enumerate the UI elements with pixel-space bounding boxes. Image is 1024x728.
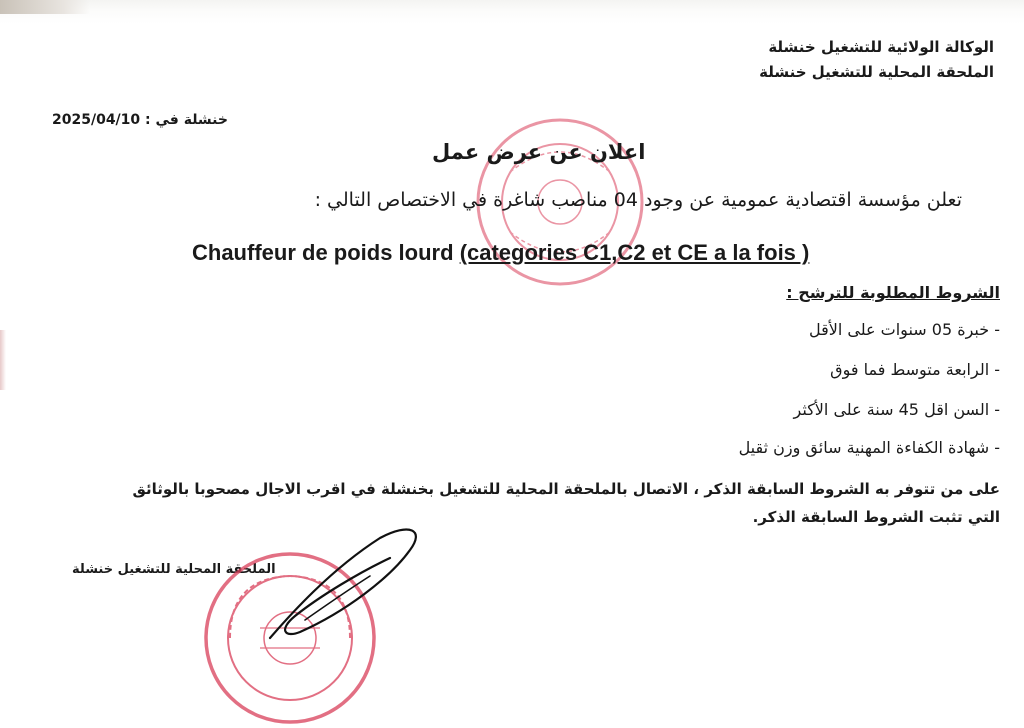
agency-header-line-1: الوكالة الولائية للتشغيل خنشلة xyxy=(768,38,994,56)
closing-text-line-2: التي تثبت الشروط السابقة الذكر. xyxy=(752,508,1000,526)
condition-item: - الرابعة متوسط فما فوق xyxy=(830,360,1000,379)
announcement-intro: تعلن مؤسسة اقتصادية عمومية عن وجود 04 مناصب شاغرة في الاختصاص التالي : xyxy=(314,189,962,211)
scan-edge-artifact xyxy=(0,0,90,14)
condition-item: - شهادة الكفاءة المهنية سائق وزن ثقيل xyxy=(738,438,1000,457)
job-categories: (categories C1,C2 et CE a la fois ) xyxy=(459,240,810,265)
agency-header-line-2: الملحقة المحلية للتشغيل خنشلة xyxy=(759,63,994,81)
handwritten-signature xyxy=(250,520,430,650)
conditions-heading: الشروط المطلوبة للترشح : xyxy=(786,283,1000,302)
signature-office: الملحقة المحلية للتشغيل خنشلة xyxy=(72,562,276,577)
closing-text-line-1: على من تتوفر به الشروط السابقة الذكر ، الاتصال بالملحقة المحلية للتشغيل بخنشلة في اقرب الاجال مصحوبا بالوثائق xyxy=(132,480,1000,498)
job-title-main: Chauffeur de poids lourd xyxy=(192,240,454,265)
scan-stain xyxy=(0,330,6,390)
date-label: خنشلة في : xyxy=(145,112,228,128)
condition-item: - السن اقل 45 سنة على الأكثر xyxy=(793,400,1000,419)
date-line xyxy=(52,112,228,128)
date-value: 2025/04/10 xyxy=(52,112,141,128)
announcement-title: اعلان عن عرض عمل xyxy=(432,140,646,164)
condition-item: - خبرة 05 سنوات على الأقل xyxy=(808,320,1000,339)
job-title xyxy=(192,240,809,266)
